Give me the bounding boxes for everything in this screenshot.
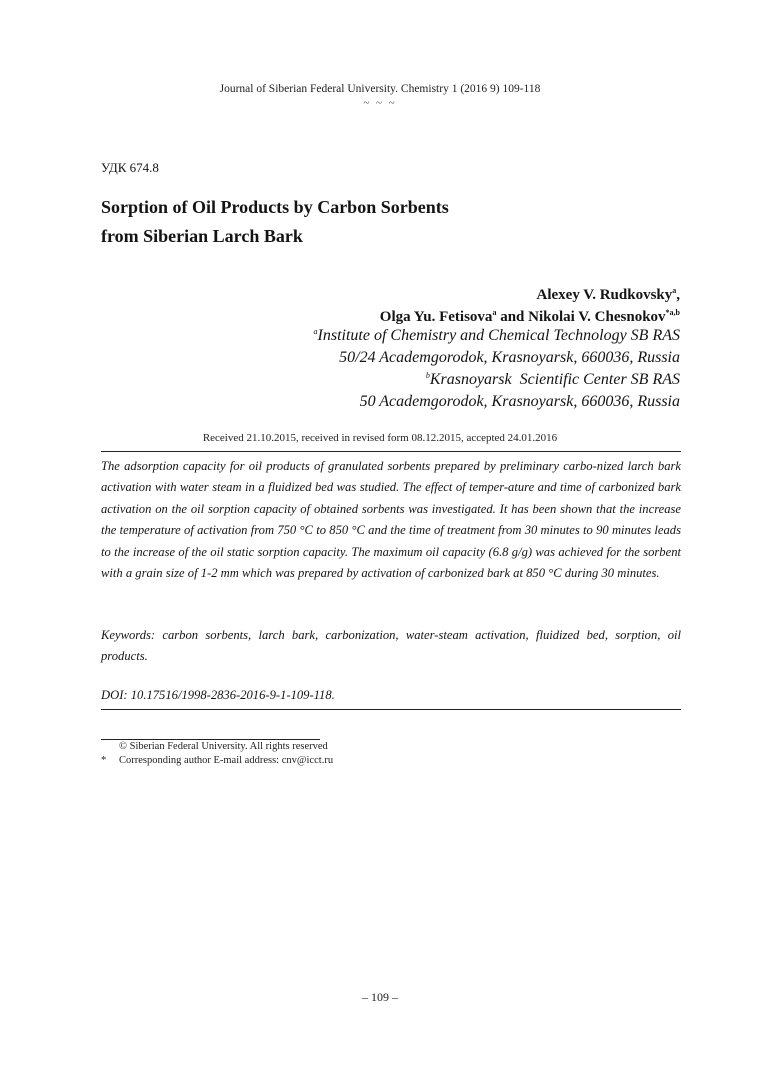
keywords: Keywords: carbon sorbents, larch bark, carbonization, water-steam activation, fluidized bed, sorption, oil products. (101, 628, 681, 664)
doi: DOI: 10.17516/1998-2836-2016-9-1-109-118. (101, 688, 335, 702)
author-conjunction: and (496, 309, 529, 325)
author-name: Nikolai V. Chesnokov (528, 309, 666, 325)
footnote-corresponding: * Corresponding author E-mail address: cnv@icct.ru (101, 755, 334, 766)
footnote-mark: * (101, 755, 107, 766)
affiliations (120, 325, 680, 413)
header-ornament: ~ ~ ~ (363, 97, 397, 109)
title-line-2: from Siberian Larch Bark (101, 226, 303, 246)
author-affil-mark: *a,b (665, 308, 680, 317)
affil-mark: b (425, 371, 430, 380)
author-line-1 (120, 284, 680, 306)
author-separator: , (676, 287, 680, 303)
udk-code: УДК 674.8 (101, 160, 159, 175)
author-name: Olga Yu. Fetisova (379, 309, 493, 325)
author-affil-mark: a (492, 308, 497, 317)
journal-header: Journal of Siberian Federal University. Chemistry 1 (2016 9) 109-118 (219, 83, 541, 95)
title-line-1: Sorption of Oil Products by Carbon Sorbents (101, 197, 449, 217)
affiliation-a-address: 50/24 Academgorodok, Krasnoyarsk, 660036, Russia (339, 349, 680, 366)
author-affil-mark: a (672, 286, 677, 295)
abstract-top-rule (101, 451, 681, 452)
footnote-copyright: © Siberian Federal University. All rights reserved (119, 741, 328, 752)
footnote-rule (101, 739, 320, 740)
affiliation-b-name: $^b$Krasnoyarsk Scientific Center SB RAS (425, 371, 680, 388)
article-title (101, 193, 681, 251)
author-list (120, 284, 680, 328)
author-name: Alexey V. Rudkovsky (536, 287, 673, 303)
abstract-bottom-rule (101, 709, 681, 710)
abstract-text: The adsorption capacity for oil products of granulated sorbents prepared by preliminary carbo-nized larch bark activation with water steam in a fluidized bed was studied. The effect of temper-ature and time of carbonized bark activation on the oil sorption capacity of obtained sorbents was investigated. It has been shown that the increase the temperature of activation from 750 °C to 850 °C and the time of treatment from 30 minutes to 90 minutes leads to the increase of the oil static sorption capacity. The maximum oil capacity (6.8 g/g) was achieved for the sorbent with a grain size of 1-2 mm which was prepared by activation of carbonized bark at 850 °C during 30 minutes. (101, 459, 681, 581)
page-number: – 109 – (362, 990, 398, 1004)
received-dates: Received 21.10.2015, received in revised form 08.12.2015, accepted 24.01.2016 (202, 432, 558, 444)
affiliation-b-address: 50 Academgorodok, Krasnoyarsk, 660036, Russia (359, 393, 680, 410)
affil-mark: a (313, 327, 318, 336)
affiliation-a-name: $^a$Institute of Chemistry and Chemical Technology SB RAS (313, 327, 680, 344)
